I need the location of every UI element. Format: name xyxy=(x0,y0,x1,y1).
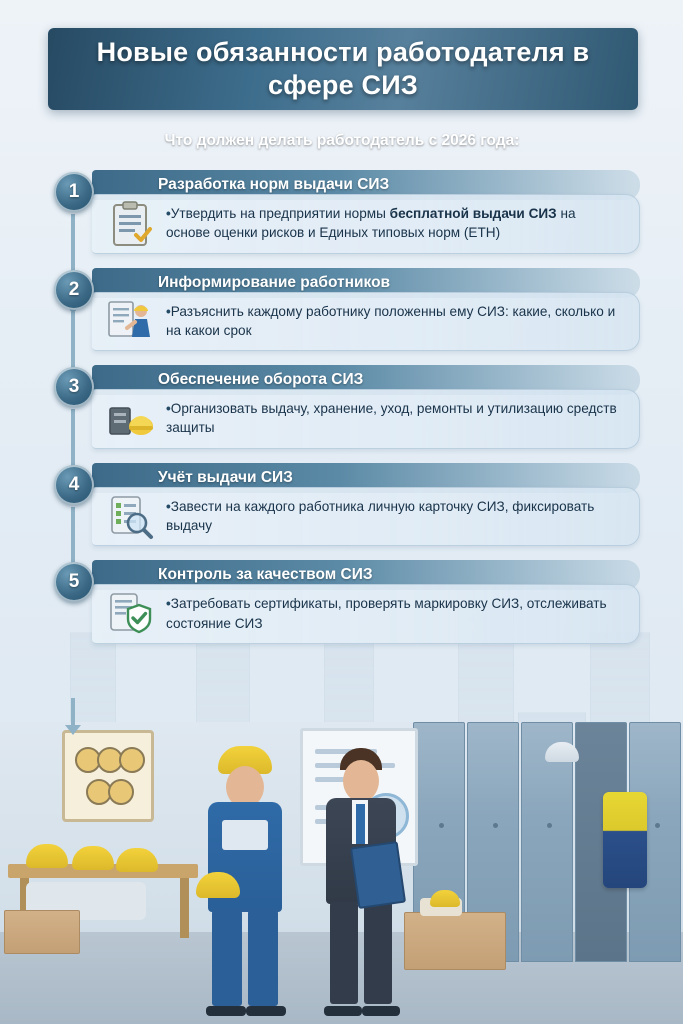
worker-reflective-stripe xyxy=(222,820,268,850)
step-text-2 xyxy=(166,302,623,341)
step-item-3 xyxy=(46,365,640,449)
step-title-5: Контроль за качеством СИЗ xyxy=(158,566,373,584)
subtitle-text: Что должен делать работодатель с 2026 года: xyxy=(164,132,520,149)
worker-leg-left xyxy=(212,910,242,1006)
step-text-2-part1: Разъяснить каждому работнику положенны ему СИЗ: какие, сколько и на какои срок xyxy=(166,303,616,338)
clipboard-icon xyxy=(106,201,156,247)
step-text-1-part1: Утвердить на предприятии нормы xyxy=(170,206,390,221)
step-title-3: Обеспечение оборота СИЗ xyxy=(158,371,364,389)
step-number-badge-4: 4 xyxy=(54,465,94,505)
bullet-2: • xyxy=(166,303,171,319)
step-text-5 xyxy=(166,594,623,633)
final-connector-arrow xyxy=(71,698,75,726)
step-rail-3 xyxy=(46,365,98,449)
bottom-illustration xyxy=(0,722,683,1024)
safety-sign-poster xyxy=(62,730,154,822)
manager-shoe-left xyxy=(324,1006,362,1016)
step-title-2: Информирование работников xyxy=(158,273,391,291)
storage-icon xyxy=(106,396,156,442)
step-number-badge-1: 1 xyxy=(54,172,94,212)
worker-figure xyxy=(192,744,296,1016)
bullet-4: • xyxy=(166,498,171,514)
table-leg-right xyxy=(180,878,189,938)
step-body-4 xyxy=(92,487,640,547)
step-text-4 xyxy=(166,497,623,536)
step-body-3 xyxy=(92,389,640,449)
manager-folder xyxy=(350,841,406,909)
step-body-1 xyxy=(92,194,640,254)
steps-list xyxy=(46,170,640,658)
worker-shoe-left xyxy=(206,1006,246,1016)
manager-leg-left xyxy=(330,902,358,1004)
worker-shoe-right xyxy=(246,1006,286,1016)
helmet-3 xyxy=(116,848,158,872)
page-title-banner xyxy=(48,28,638,110)
page-title: Новые обязанности работодателя в сфере СИЗ xyxy=(96,37,590,100)
bullet-1: • xyxy=(166,206,171,221)
step-text-3-part1: Организовать выдачу, хранение, уход, ремонты и утилизацию средств защиты xyxy=(166,401,617,436)
subtitle-banner xyxy=(86,124,598,158)
step-rail-1 xyxy=(46,170,98,254)
step-rail-2 xyxy=(46,268,98,352)
instructor-icon xyxy=(106,299,156,345)
step-text-4-part1: Завести на каждого работника личную карточку СИЗ, фиксировать выдачу xyxy=(166,498,595,534)
checklist-magnifier-icon xyxy=(106,494,156,540)
step-title-1: Разработка норм выдачи СИЗ xyxy=(158,176,390,193)
step-text-3 xyxy=(166,399,623,438)
step-item-2 xyxy=(46,268,640,352)
step-number-badge-5: 5 xyxy=(54,562,94,602)
manager-leg-right xyxy=(364,902,392,1004)
step-item-1 xyxy=(46,170,640,254)
bullet-5: • xyxy=(166,596,171,612)
cardboard-box-left xyxy=(4,910,80,954)
step-number-badge-3: 3 xyxy=(54,367,94,407)
bullet-3: • xyxy=(166,401,171,417)
step-body-5 xyxy=(92,584,640,644)
step-text-1 xyxy=(166,204,623,243)
step-text-5-part1: Затребовать сертификаты, проверять маркировку СИЗ, отслеживать состояние СИЗ xyxy=(166,596,607,631)
step-title-4: Учёт выдачи СИЗ xyxy=(158,468,293,486)
manager-figure xyxy=(314,748,408,1016)
step-item-4 xyxy=(46,463,640,547)
step-item-5 xyxy=(46,560,640,644)
helmet-2 xyxy=(72,846,114,870)
hanging-workwear xyxy=(603,792,647,888)
manager-head xyxy=(343,760,379,802)
manager-tie xyxy=(356,804,365,844)
certificate-shield-icon xyxy=(106,591,156,637)
step-text-1-bold: бесплатной выдачи СИЗ xyxy=(389,206,557,221)
step-body-2 xyxy=(92,292,640,352)
cardboard-box-right xyxy=(404,912,506,970)
worker-leg-right xyxy=(248,910,278,1006)
helmet-in-box xyxy=(430,890,460,907)
helmet-1 xyxy=(26,844,68,868)
step-number-badge-2: 2 xyxy=(54,270,94,310)
step-text-1-part2: на основе оценки рисков и Единых типовых норм (ЕТН) xyxy=(166,206,576,241)
manager-shoe-right xyxy=(362,1006,400,1016)
step-rail-4 xyxy=(46,463,98,547)
step-rail-5 xyxy=(46,560,98,644)
